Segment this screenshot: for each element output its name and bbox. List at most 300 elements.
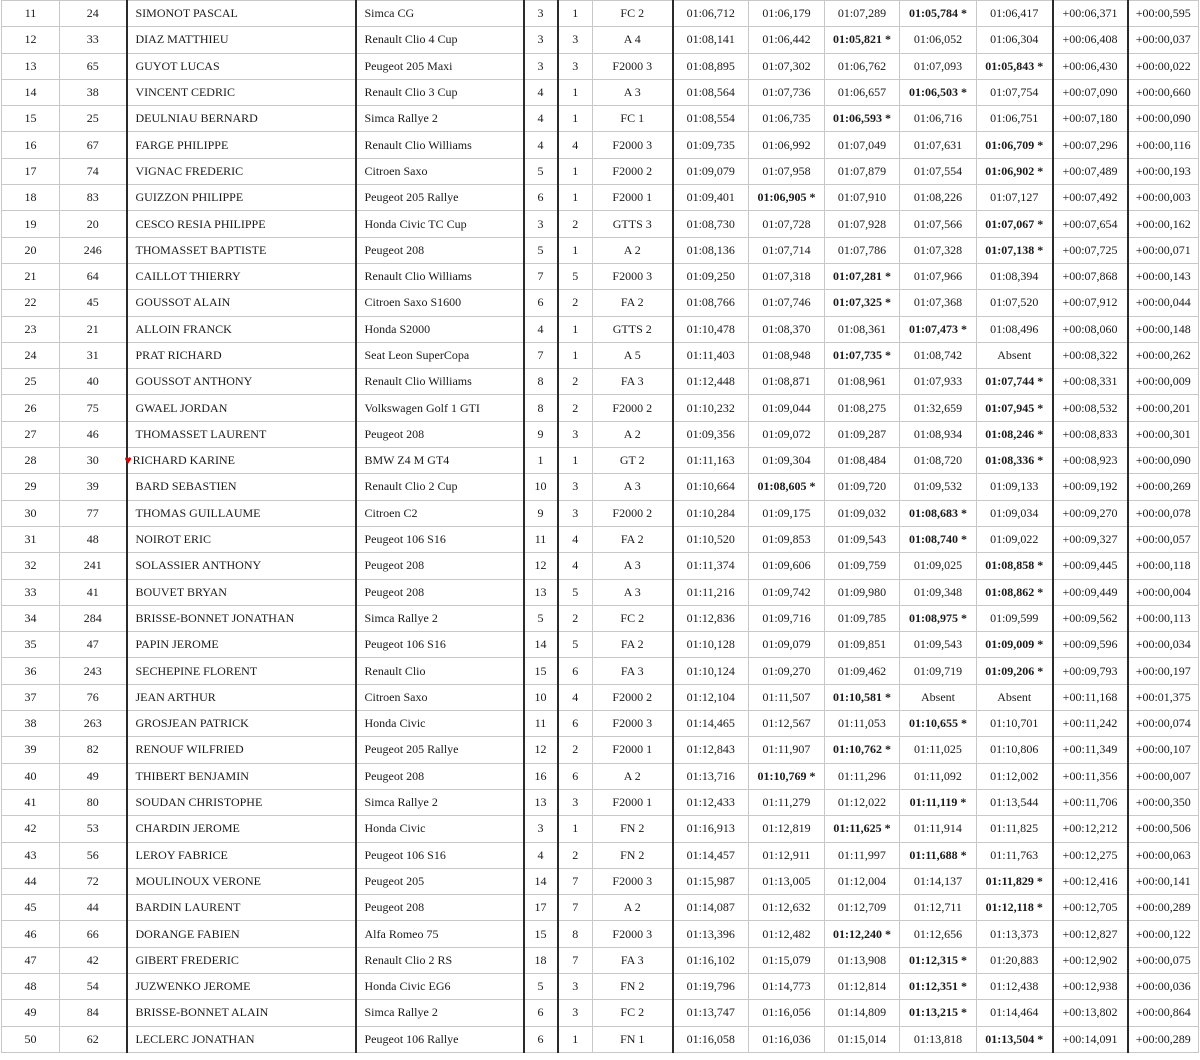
cell-run-time-3 — [825, 526, 900, 552]
cell-group-position-text: 15 — [534, 663, 547, 678]
cell-gap-leader — [1053, 895, 1128, 921]
table-row — [2, 1000, 1199, 1026]
cell-gap-previous-text: +00:00,009 — [1135, 374, 1191, 389]
cell-gap-leader-text: +00:07,654 — [1062, 216, 1118, 231]
cell-run-time-5-text: 01:07,138 * — [985, 242, 1044, 257]
cell-class-text: FA 2 — [620, 532, 644, 547]
cell-class-position — [558, 737, 593, 763]
cell-run-time-2-text: 01:07,714 — [762, 242, 811, 257]
cell-gap-previous — [1128, 106, 1199, 132]
cell-car — [356, 53, 524, 79]
cell-driver-name-text: SOLASSIER ANTHONY — [135, 558, 262, 573]
cell-class — [593, 842, 673, 868]
cell-run-time-2-text: 01:16,056 — [762, 1005, 811, 1020]
table-row — [2, 632, 1199, 658]
cell-driver-name — [127, 53, 356, 79]
cell-driver-name — [127, 973, 356, 999]
cell-number — [60, 421, 127, 447]
cell-driver-name-text: GOUSSOT ANTHONY — [135, 374, 253, 389]
cell-position — [2, 579, 60, 605]
cell-run-time-3-text: 01:14,809 — [837, 1005, 887, 1020]
cell-run-time-5 — [977, 500, 1053, 526]
cell-run-time-2 — [749, 632, 825, 658]
cell-run-time-4-text: 01:11,914 — [914, 821, 962, 836]
cell-gap-leader-text: +00:08,322 — [1062, 348, 1118, 362]
cell-number — [60, 448, 127, 474]
cell-gap-previous — [1128, 737, 1199, 763]
cell-run-time-2 — [749, 816, 825, 842]
cell-run-time-1 — [673, 711, 749, 737]
cell-run-time-4-text: 01:12,351 * — [909, 979, 967, 994]
cell-group-position — [524, 816, 558, 842]
cell-run-time-3 — [825, 632, 900, 658]
cell-run-time-5 — [977, 579, 1053, 605]
cell-group-position — [524, 185, 558, 211]
cell-run-time-4 — [900, 1026, 977, 1052]
cell-gap-previous — [1128, 553, 1199, 579]
cell-run-time-3 — [825, 973, 900, 999]
cell-run-time-1 — [673, 132, 749, 158]
cell-position-text: 14 — [24, 85, 37, 100]
cell-number — [60, 79, 127, 105]
cell-driver-name-text: GOUSSOT ALAIN — [135, 295, 231, 310]
cell-run-time-1-text: 01:06,712 — [686, 6, 735, 21]
cell-car — [356, 526, 524, 552]
cell-run-time-5 — [977, 711, 1053, 737]
cell-number-text: 64 — [86, 269, 99, 284]
cell-number — [60, 1026, 127, 1052]
cell-run-time-2 — [749, 342, 825, 368]
cell-position-text: 50 — [24, 1031, 37, 1046]
cell-group-position — [524, 684, 558, 710]
cell-run-time-4 — [900, 185, 977, 211]
cell-run-time-1-text: 01:12,836 — [686, 610, 735, 625]
table-row — [2, 895, 1199, 921]
cell-gap-leader-text: +00:07,180 — [1062, 111, 1118, 126]
cell-driver-name — [127, 474, 356, 500]
cell-class-text: FC 2 — [620, 610, 645, 625]
cell-driver-name — [127, 684, 356, 710]
cell-number — [60, 658, 127, 684]
cell-run-time-1-text: 01:14,465 — [686, 716, 735, 731]
cell-number — [60, 1000, 127, 1026]
cell-run-time-5 — [977, 684, 1053, 710]
cell-run-time-4-text: 01:08,720 — [913, 453, 963, 468]
cell-number-text: 284 — [83, 610, 102, 625]
cell-driver-name-text: CAILLOT THIERRY — [135, 269, 241, 284]
cell-run-time-5-text: 01:12,002 — [990, 768, 1039, 783]
cell-run-time-2 — [749, 658, 825, 684]
cell-driver-name — [127, 27, 356, 53]
cell-car — [356, 158, 524, 184]
cell-car — [356, 448, 524, 474]
cell-number-text: 24 — [86, 6, 99, 21]
cell-group-position — [524, 763, 558, 789]
cell-run-time-3-text: 01:07,281 * — [833, 269, 891, 284]
cell-run-time-1 — [673, 895, 749, 921]
cell-class-position — [558, 27, 593, 53]
cell-car-text: Seat Leon SuperCopa — [364, 348, 470, 362]
cell-run-time-4-text: 01:13,215 * — [909, 1005, 967, 1020]
cell-position-text: 48 — [24, 979, 37, 994]
cell-run-time-2 — [749, 79, 825, 105]
cell-position-text: 31 — [24, 532, 37, 547]
cell-class-position-text: 3 — [572, 426, 579, 441]
cell-gap-leader-text: +00:12,275 — [1062, 847, 1118, 862]
cell-group-position — [524, 158, 558, 184]
cell-run-time-2 — [749, 868, 825, 894]
cell-run-time-3 — [825, 79, 900, 105]
cell-run-time-5-text: 01:06,751 — [990, 111, 1039, 126]
cell-gap-previous-text: +00:00,660 — [1135, 85, 1191, 100]
cell-number — [60, 895, 127, 921]
cell-class — [593, 448, 673, 474]
cell-driver-name — [127, 711, 356, 737]
cell-position-text: 27 — [24, 426, 37, 441]
cell-run-time-5 — [977, 947, 1053, 973]
cell-group-position — [524, 895, 558, 921]
cell-run-time-4-text: 01:08,975 * — [909, 610, 967, 625]
cell-gap-previous — [1128, 526, 1199, 552]
cell-run-time-2-text: 01:12,819 — [762, 821, 811, 836]
cell-run-time-3 — [825, 316, 900, 342]
cell-position — [2, 763, 60, 789]
cell-class-position — [558, 658, 593, 684]
cell-run-time-4-text: 01:07,328 — [913, 242, 963, 257]
cell-gap-leader-text: +00:12,212 — [1062, 821, 1118, 836]
cell-run-time-1 — [673, 369, 749, 395]
cell-run-time-1-text: 01:10,520 — [686, 532, 735, 547]
cell-number-text: 62 — [86, 1031, 99, 1046]
cell-run-time-1-text: 01:11,216 — [686, 584, 735, 599]
cell-run-time-5 — [977, 842, 1053, 868]
cell-run-time-2 — [749, 448, 825, 474]
cell-run-time-5 — [977, 79, 1053, 105]
cell-gap-previous — [1128, 842, 1199, 868]
cell-car-text: Simca Rallye 2 — [364, 610, 438, 625]
table-row — [2, 342, 1199, 368]
cell-run-time-3-text: 01:08,361 — [837, 321, 887, 336]
cell-run-time-5-text: 01:07,127 — [990, 190, 1039, 205]
cell-class-position — [558, 684, 593, 710]
cell-driver-name-text: DORANGE FABIEN — [135, 926, 240, 941]
cell-run-time-1 — [673, 1026, 749, 1052]
cell-car — [356, 658, 524, 684]
cell-gap-previous-text: +00:00,262 — [1135, 348, 1191, 362]
cell-run-time-5 — [977, 816, 1053, 842]
cell-class — [593, 868, 673, 894]
cell-group-position-text: 13 — [534, 584, 547, 599]
cell-driver-name — [127, 737, 356, 763]
cell-run-time-2 — [749, 789, 825, 815]
cell-gap-previous — [1128, 342, 1199, 368]
cell-number — [60, 921, 127, 947]
cell-position — [2, 290, 60, 316]
cell-position-text: 32 — [24, 558, 37, 573]
cell-run-time-4-text: Absent — [921, 689, 955, 704]
cell-position-text: 40 — [24, 768, 37, 783]
results-body — [2, 1, 1199, 1053]
cell-number-text: 263 — [83, 716, 102, 731]
cell-class-text: F2000 3 — [612, 873, 653, 888]
cell-number-text: 49 — [86, 768, 99, 783]
cell-class — [593, 395, 673, 421]
cell-group-position-text: 11 — [534, 532, 547, 547]
cell-car — [356, 369, 524, 395]
cell-driver-name-text: BOUVET BRYAN — [135, 584, 227, 599]
cell-car-text: Peugeot 208 — [364, 584, 425, 599]
cell-class-position-text: 3 — [572, 1005, 579, 1020]
cell-run-time-5 — [977, 106, 1053, 132]
cell-class-position-text: 1 — [572, 321, 579, 336]
cell-group-position — [524, 711, 558, 737]
cell-group-position — [524, 947, 558, 973]
cell-number — [60, 185, 127, 211]
cell-group-position-text: 5 — [537, 979, 544, 994]
cell-gap-previous — [1128, 1026, 1199, 1052]
cell-run-time-4 — [900, 474, 977, 500]
cell-class-position — [558, 421, 593, 447]
cell-run-time-1 — [673, 579, 749, 605]
cell-run-time-1 — [673, 158, 749, 184]
cell-car-text: Honda Civic — [364, 821, 426, 836]
cell-class-text: FN 2 — [620, 847, 645, 862]
cell-run-time-2 — [749, 684, 825, 710]
table-row — [2, 106, 1199, 132]
cell-position — [2, 895, 60, 921]
cell-position-text: 34 — [24, 610, 37, 625]
cell-run-time-3 — [825, 921, 900, 947]
cell-class-position-text: 3 — [572, 479, 579, 494]
cell-gap-previous-text: +00:00,063 — [1135, 847, 1191, 862]
cell-run-time-5 — [977, 1, 1053, 27]
cell-run-time-1 — [673, 737, 749, 763]
cell-driver-name-text: JEAN ARTHUR — [135, 689, 216, 704]
cell-gap-previous — [1128, 27, 1199, 53]
cell-run-time-1-text: 01:19,796 — [686, 979, 735, 994]
cell-driver-name-text: BRISSE-BONNET JONATHAN — [135, 610, 295, 625]
cell-run-time-3 — [825, 158, 900, 184]
cell-car-text: Peugeot 106 S16 — [364, 847, 446, 862]
cell-run-time-2-text: 01:09,079 — [762, 637, 811, 652]
cell-position — [2, 1026, 60, 1052]
cell-position-text: 12 — [24, 32, 37, 47]
cell-group-position-text: 14 — [534, 873, 547, 888]
cell-class-position-text: 1 — [572, 111, 579, 126]
cell-gap-leader — [1053, 658, 1128, 684]
cell-run-time-5-text: 01:09,009 * — [985, 637, 1044, 652]
cell-run-time-1-text: 01:12,104 — [686, 689, 735, 704]
cell-number-text: 76 — [86, 689, 99, 704]
cell-class-position — [558, 842, 593, 868]
cell-run-time-3 — [825, 816, 900, 842]
cell-class-text: FN 2 — [620, 821, 645, 836]
cell-driver-name — [127, 579, 356, 605]
cell-run-time-3-text: 01:11,053 — [838, 716, 886, 731]
cell-run-time-4-text: 01:09,543 — [913, 637, 963, 652]
cell-run-time-5-text: 01:08,858 * — [985, 558, 1044, 573]
cell-driver-name — [127, 895, 356, 921]
cell-group-position-text: 4 — [537, 85, 544, 100]
cell-run-time-4 — [900, 79, 977, 105]
table-row — [2, 816, 1199, 842]
cell-car — [356, 553, 524, 579]
table-row — [2, 79, 1199, 105]
cell-class — [593, 711, 673, 737]
cell-run-time-5 — [977, 158, 1053, 184]
cell-run-time-5 — [977, 605, 1053, 631]
cell-number-text: 25 — [86, 111, 99, 126]
cell-position-text: 42 — [24, 821, 37, 836]
cell-gap-leader-text: +00:07,868 — [1062, 269, 1118, 284]
cell-car — [356, 868, 524, 894]
cell-run-time-1 — [673, 684, 749, 710]
cell-gap-leader — [1053, 79, 1128, 105]
cell-position-text: 25 — [24, 374, 37, 389]
cell-run-time-5-text: 01:11,829 * — [985, 873, 1043, 888]
cell-gap-previous — [1128, 605, 1199, 631]
cell-class-position-text: 2 — [572, 847, 579, 862]
cell-gap-leader-text: +00:06,371 — [1062, 6, 1118, 21]
cell-run-time-4 — [900, 395, 977, 421]
cell-gap-previous-text: +00:00,118 — [1135, 558, 1191, 573]
cell-car-text: Renault Clio Williams — [364, 137, 472, 152]
cell-gap-leader — [1053, 605, 1128, 631]
cell-driver-name — [127, 316, 356, 342]
cell-gap-previous-text: +00:00,162 — [1135, 216, 1191, 231]
cell-driver-name — [127, 500, 356, 526]
cell-class-position-text: 5 — [572, 584, 579, 599]
cell-run-time-2-text: 01:07,958 — [762, 163, 811, 178]
cell-driver-name-text: JUZWENKO JEROME — [135, 979, 251, 994]
cell-class-position — [558, 711, 593, 737]
cell-car-text: Simca Rallye 2 — [364, 111, 438, 126]
cell-run-time-1-text: 01:16,102 — [686, 952, 735, 967]
cell-class-position — [558, 763, 593, 789]
cell-driver-name — [127, 553, 356, 579]
cell-run-time-5-text: 01:08,862 * — [985, 584, 1044, 599]
cell-class-position — [558, 895, 593, 921]
cell-run-time-4-text: 01:06,503 * — [909, 85, 967, 100]
cell-gap-leader-text: +00:09,327 — [1062, 532, 1118, 547]
cell-gap-leader — [1053, 789, 1128, 815]
cell-driver-name-text: GIBERT FREDERIC — [135, 952, 239, 967]
cell-run-time-4 — [900, 947, 977, 973]
cell-run-time-5 — [977, 868, 1053, 894]
cell-run-time-4-text: 01:07,473 * — [909, 321, 967, 336]
cell-run-time-5 — [977, 658, 1053, 684]
cell-driver-name — [127, 1000, 356, 1026]
cell-group-position — [524, 290, 558, 316]
cell-car-text: Renault Clio 3 Cup — [364, 85, 458, 100]
table-row — [2, 711, 1199, 737]
cell-run-time-5 — [977, 132, 1053, 158]
cell-group-position-text: 6 — [537, 1005, 544, 1020]
cell-run-time-5-text: Absent — [997, 689, 1032, 704]
cell-run-time-3 — [825, 263, 900, 289]
cell-run-time-4 — [900, 789, 977, 815]
cell-number — [60, 763, 127, 789]
cell-car-text: Peugeot 205 Rallye — [364, 190, 459, 205]
cell-run-time-3 — [825, 474, 900, 500]
cell-gap-leader — [1053, 711, 1128, 737]
cell-gap-leader-text: +00:11,349 — [1062, 742, 1118, 757]
cell-number-text: 42 — [86, 952, 99, 967]
cell-run-time-4 — [900, 448, 977, 474]
cell-gap-previous — [1128, 369, 1199, 395]
cell-car-text: Simca Rallye 2 — [364, 795, 438, 810]
cell-gap-previous — [1128, 711, 1199, 737]
cell-class — [593, 132, 673, 158]
cell-run-time-5 — [977, 395, 1053, 421]
cell-gap-leader — [1053, 1000, 1128, 1026]
cell-run-time-4 — [900, 421, 977, 447]
cell-gap-previous-text: +00:00,044 — [1135, 295, 1191, 310]
cell-number — [60, 632, 127, 658]
cell-class-position — [558, 500, 593, 526]
cell-position-text: 35 — [24, 637, 37, 652]
cell-number-text: 40 — [86, 374, 99, 389]
cell-group-position-text: 7 — [537, 269, 544, 284]
cell-gap-leader — [1053, 27, 1128, 53]
table-row — [2, 448, 1199, 474]
cell-class-position-text: 3 — [572, 795, 579, 810]
cell-number-text: 46 — [86, 426, 99, 441]
table-row — [2, 53, 1199, 79]
cell-driver-name — [127, 605, 356, 631]
cell-class-position-text: 6 — [572, 768, 579, 783]
cell-run-time-3-text: 01:09,462 — [837, 663, 887, 678]
cell-run-time-4-text: 01:12,656 — [913, 926, 963, 941]
cell-gap-previous — [1128, 921, 1199, 947]
cell-gap-previous-text: +00:00,004 — [1135, 584, 1191, 599]
cell-run-time-5 — [977, 316, 1053, 342]
cell-run-time-4-text: 01:32,659 — [913, 400, 963, 415]
cell-group-position-text: 6 — [537, 1031, 544, 1046]
cell-car — [356, 973, 524, 999]
cell-run-time-1-text: 01:09,735 — [686, 137, 735, 152]
cell-run-time-2 — [749, 474, 825, 500]
cell-gap-previous-text: +00:00,057 — [1135, 532, 1191, 547]
cell-driver-name-text: RENOUF WILFRIED — [135, 742, 244, 757]
table-row — [2, 684, 1199, 710]
cell-run-time-2 — [749, 158, 825, 184]
cell-number-text: 74 — [86, 163, 99, 178]
cell-gap-previous — [1128, 237, 1199, 263]
cell-run-time-1-text: 01:08,554 — [686, 111, 735, 126]
cell-car — [356, 789, 524, 815]
cell-run-time-2-text: 01:07,302 — [762, 58, 811, 73]
cell-group-position-text: 9 — [537, 505, 544, 520]
cell-class-text: F2000 2 — [612, 689, 653, 704]
cell-run-time-4 — [900, 106, 977, 132]
cell-car-text: Peugeot 208 — [364, 426, 425, 441]
cell-driver-name — [127, 1026, 356, 1052]
cell-run-time-5 — [977, 553, 1053, 579]
cell-class-position-text: 4 — [572, 558, 579, 573]
cell-run-time-2-text: 01:12,567 — [762, 716, 811, 731]
cell-position-text: 20 — [24, 242, 37, 257]
cell-gap-leader — [1053, 290, 1128, 316]
cell-car — [356, 290, 524, 316]
cell-position — [2, 632, 60, 658]
cell-group-position-text: 17 — [534, 900, 547, 915]
cell-driver-name — [127, 79, 356, 105]
cell-class-position-text: 4 — [572, 532, 579, 547]
cell-run-time-1-text: 01:11,374 — [686, 558, 735, 573]
cell-run-time-5 — [977, 973, 1053, 999]
cell-gap-previous-text: +00:00,116 — [1135, 137, 1191, 152]
